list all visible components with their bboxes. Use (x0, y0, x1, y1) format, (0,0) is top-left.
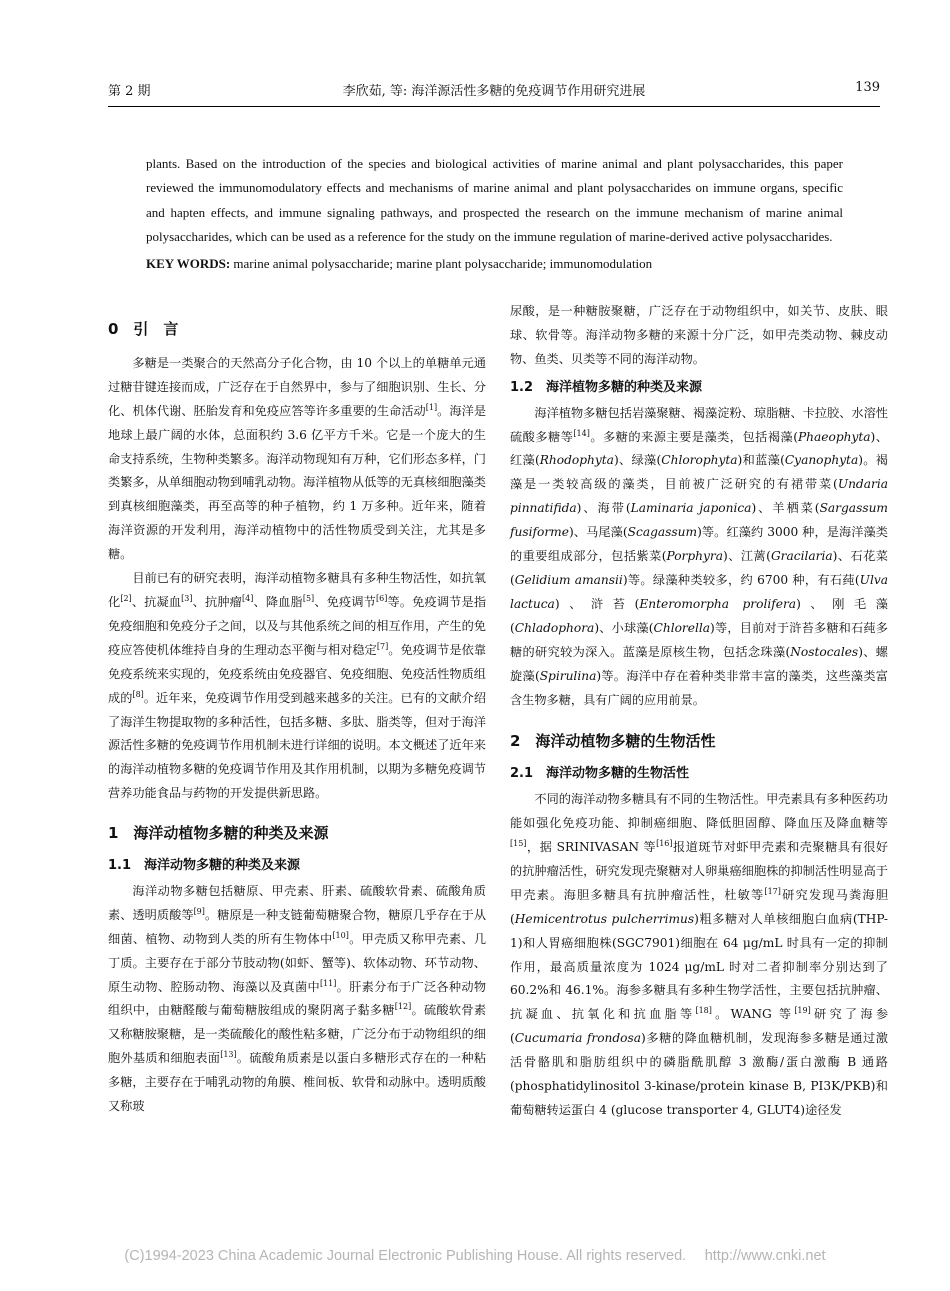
abstract-text: plants. Based on the introduction of the species and biological activities of marine animal and plant polysaccharides, this paper reviewed the immunomodulatory effects and mechanisms of marine animal and plant polysaccharides on immune organs, specific and hapten effects, and immune signaling pathways, and prospected the research on the immune mechanism of marine animal polysaccharides, which can be used as a reference for the study on the immune regulation of marine-derived active polysaccharides. (146, 156, 843, 245)
page-number: 139 (855, 80, 880, 95)
abstract (146, 152, 843, 276)
keywords-label: KEY WORDS: (146, 255, 231, 271)
subsection-heading-2-1: 2.1 海洋动物多糖的生物活性 (510, 766, 690, 782)
keywords-text: marine animal polysaccharide; marine plant polysaccharide; immunomodulation (233, 255, 653, 271)
paragraph: 海洋动物多糖包括糖原、甲壳素、肝素、硫酸软骨素、硫酸角质素、透明质酸等[9]。糖原是一种支链葡萄糖聚合物，糖原几乎存在于从细菌、植物、动物到人类的所有生物体中[10]。甲壳质又称甲壳素、几丁质。主要存在于部分节肢动物(如虾、蟹等)、软体动物、环节动物、原生动物、腔肠动物、海藻以及真菌中[11]。肝素分布于广泛各种动物组织中，由糖醛酸与葡萄糖胺组成的聚阴离子黏多糖[12]。硫酸软骨素又称糖胺聚糖，是一类硫酸化的酸性粘多糖，广泛分布于动物组织的细胞外基质和细胞表面[13]。硫酸角质素是以蛋白多糖形式存在的一种粘多糖，主要存在于哺乳动物的角膜、椎间板、软骨和动脉中。透明质酸又称玻 (108, 883, 487, 1114)
section-heading-1: 1 海洋动植物多糖的种类及来源 (108, 824, 329, 843)
running-title: 李欣茹, 等: 海洋源活性多糖的免疫调节作用研究进展 (342, 84, 646, 99)
section-heading-0: 0 引 言 (108, 320, 179, 338)
issue-number: 第 2 期 (108, 84, 151, 99)
header-rule (108, 106, 880, 107)
subsection-heading-1-1: 1.1 海洋动物多糖的种类及来源 (108, 858, 301, 874)
paragraph: 不同的海洋动物多糖具有不同的生物活性。甲壳素具有多种医药功能如强化免疫功能、抑制癌细胞、降低胆固醇、降血压及降血糖等[15]，据 SRINIVASAN 等[16]报道斑节对虾甲壳素和壳聚糖具有很好的抗肿瘤活性，研究发现壳聚糖对人卵巢癌细胞株的抑制活性明显高于甲壳素。海胆多糖具有抗肿瘤活性，杜敏等[17]研究发现马粪海胆(Hemicentrotus pulcherrimus)粗多糖对人单核细胞白血病(THP-1)和人胃癌细胞株(SGC7901)细胞在 64 μg/mL 时具有一定的抑制作用，最高质量浓度为 1024 μg/mL 时对二者抑制率分别达到了 60.2%和 46.1%。海参多糖具有多种生物学活性，主要包括抗肿瘤、抗凝血、抗氧化和抗血脂等[18]。WANG 等[19]研究了海参(Cucumaria frondosa)多糖的降血糖机制，发现海参多糖是通过激活骨骼肌和脂肪组织中的磷脂酰肌醇 3 激酶/蛋白激酶 B 通路(phosphatidylinositol 3-kinase/protein kinase B, PI3K/PKB)和葡萄糖转运蛋白 4 (glucose transporter 4, GLUT4)途径发 (510, 792, 889, 1117)
copyright-footer: (C)1994-2023 China Academic Journal Electronic Publishing House. All rights reserved. http://www.cnki.net (124, 1248, 826, 1264)
right-column (510, 300, 888, 1123)
section-heading-2: 2 海洋动植物多糖的生物活性 (510, 732, 716, 751)
subsection-heading-1-2: 1.2 海洋植物多糖的种类及来源 (510, 379, 703, 395)
paragraph: 尿酸，是一种糖胺聚糖，广泛存在于动物组织中，如关节、皮肤、眼球、软骨等。海洋动物多糖的来源十分广泛，如甲壳类动物、棘皮动物、鱼类、贝类等不同的海洋动物。 (510, 304, 888, 366)
left-column (108, 318, 486, 1119)
paragraph: 海洋植物多糖包括岩藻聚糖、褐藻淀粉、琼脂糖、卡拉胶、水溶性硫酸多糖等[14]。多糖的来源主要是藻类，包括褐藻(Phaeophyta)、红藻(Rhodophyta)、绿藻(Chlorophyta)和蓝藻(Cyanophyta)。褐藻是一类较高级的藻类，目前被广泛研究的有裙带菜(Undaria pinnatifida)、海带(Laminaria japonica)、羊栖菜(Sargassum fusiforme)、马尾藻(Scagassum)等。红藻约 3000 种，是海洋藻类的重要组成部分，包括紫菜(Porphyra)、江蓠(Gracilaria)、石花菜(Gelidium amansii)等。绿藻种类较多，约 6700 种，有石莼(Ulva lactuca)、浒苔(Enteromorpha prolifera)、刚毛藻(Chladophora)、小球藻(Chlorella)等，目前对于浒苔多糖和石莼多糖的研究较为深入。蓝藻是原核生物，包括念珠藻(Nostocales)、螺旋藻(Spirulina)等。海洋中存在着种类非常丰富的藻类，这些藻类富含生物多糖，具有广阔的应用前景。 (510, 405, 888, 707)
keywords (146, 252, 843, 276)
paragraph: 目前已有的研究表明，海洋动植物多糖具有多种生物活性，如抗氧化[2]、抗凝血[3]、抗肿瘤[4]、降血脂[5]、免疫调节[6]等。免疫调节是指免疫细胞和免疫分子之间，以及与其他系统之间的相互作用，产生的免疫应答使机体维持自身的生理动态平衡与相对稳定[7]。免疫调节是依靠免疫系统来实现的，免疫系统由免疫器官、免疫细胞、免疫活性物质组成的[8]。近年来，免疫调节作用受到越来越多的关注。已有的文献介绍了海洋生物提取物的多种活性，包括多糖、多肽、脂类等，但对于海洋源活性多糖的免疫调节作用机制未进行详细的说明。本文概述了近年来的海洋动植物多糖的免疫调节作用及其作用机制，以期为多糖免疫调节营养功能食品与药物的开发提供新思路。 (108, 571, 487, 801)
paragraph: 多糖是一类聚合的天然高分子化合物，由 10 个以上的单糖单元通过糖苷键连接而成，广泛存在于自然界中，参与了细胞识别、生长、分化、机体代谢、胚胎发育和免疫应答等许多重要的生命活动[1]。海洋是地球上最广阔的水体，总面积约 3.6 亿平方千米。它是一个庞大的生命支持系统，生物种类繁多。海洋动物现知有万种，它们形态多样，门类繁多，从单细胞动物到哺乳动物。海洋植物从低等的无真核细胞藻类到真核细胞藻类，再至高等的种子植物，约 1 万多种。近年来，随着海洋资源的开发利用，海洋动植物中的活性物质受到关注，尤其是多糖。 (108, 355, 487, 562)
running-header (108, 80, 880, 100)
